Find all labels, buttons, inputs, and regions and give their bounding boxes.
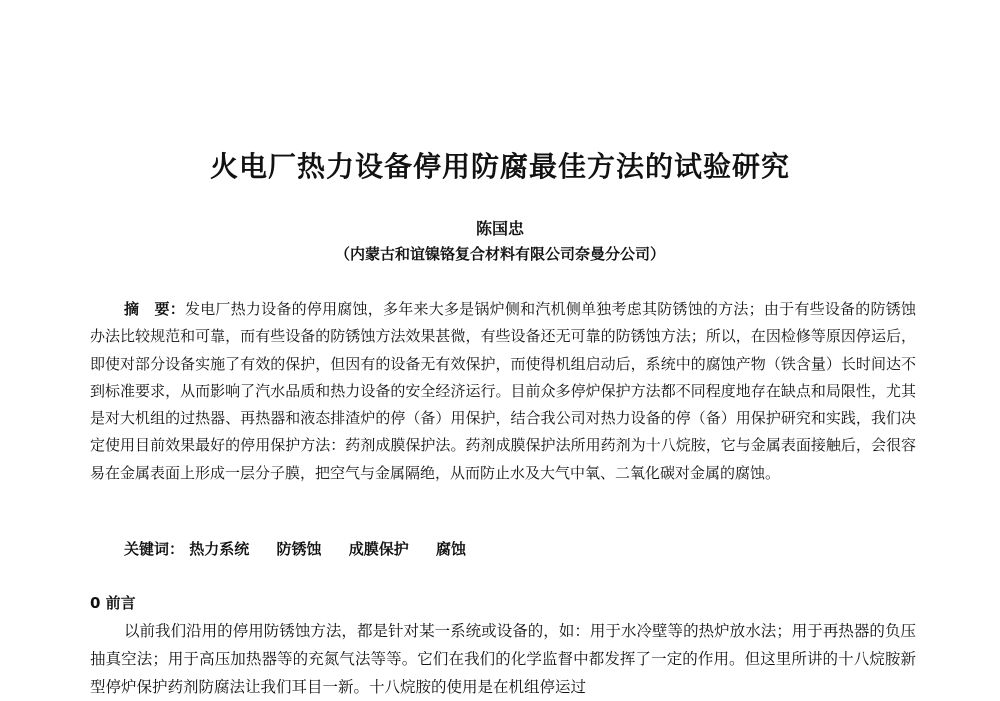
keyword: 成膜保护 (348, 540, 409, 558)
keyword: 热力系统 (189, 540, 250, 558)
abstract-text: 发电厂热力设备的停用腐蚀，多年来大多是锅炉侧和汽机侧单独考虑其防锈蚀的方法；由于有些设备的防锈蚀办法比较规范和可靠，而有些设备的防锈蚀方法效果甚微，有些设备还无可靠的防锈蚀方法；所以，在因检修等原因停运后，即使对部分设备实施了有效的保护，但因有的设备无有效保护，而使得机组启动后，系统中的腐蚀产物（铁含量）长时间达不到标准要求，从而影响了汽水品质和热力设备的安全经济运行。目前众多停炉保护方法都不同程度地存在缺点和局限性，尤其是对大机组的过热器、再热器和液态排渣炉的停（备）用保护，结合我公司对热力设备的停（备）用保护研究和实践，我们决定使用目前效果最好的停用保护方法：药剂成膜保护法。药剂成膜保护法所用药剂为十八烷胺，它与金属表面接触后，会很容易在金属表面上形成一层分子膜，把空气与金属隔绝，从而防止水及大气中氧、二氧化碳对金属的腐蚀。 (90, 300, 916, 482)
keywords (124, 538, 904, 559)
keyword: 腐蚀 (436, 540, 467, 558)
paper-title: 火电厂热力设备停用防腐最佳方法的试验研究 (209, 150, 790, 183)
keyword: 防锈蚀 (276, 540, 322, 558)
keywords-label: 关键词： (124, 540, 185, 558)
abstract-label: 摘 要： (124, 300, 185, 318)
intro-paragraph: 以前我们沿用的停用防锈蚀方法，都是针对某一系统或设备的，如：用于水冷壁等的热炉放水法；用于再热器的负压抽真空法；用于高压加热器等的充氮气法等等。它们在我们的化学监督中都发挥了一定的作用。但这里所讲的十八烷胺新型停炉保护药剂防腐法让我们耳目一新。十八烷胺的使用是在机组停运过 (90, 622, 916, 696)
author-name: 陈国忠 (475, 219, 524, 238)
section-heading: 0 前言 (90, 594, 136, 612)
abstract (90, 296, 916, 487)
author-affiliation: （内蒙古和谊镍铬复合材料有限公司奈曼分公司） (334, 245, 665, 263)
